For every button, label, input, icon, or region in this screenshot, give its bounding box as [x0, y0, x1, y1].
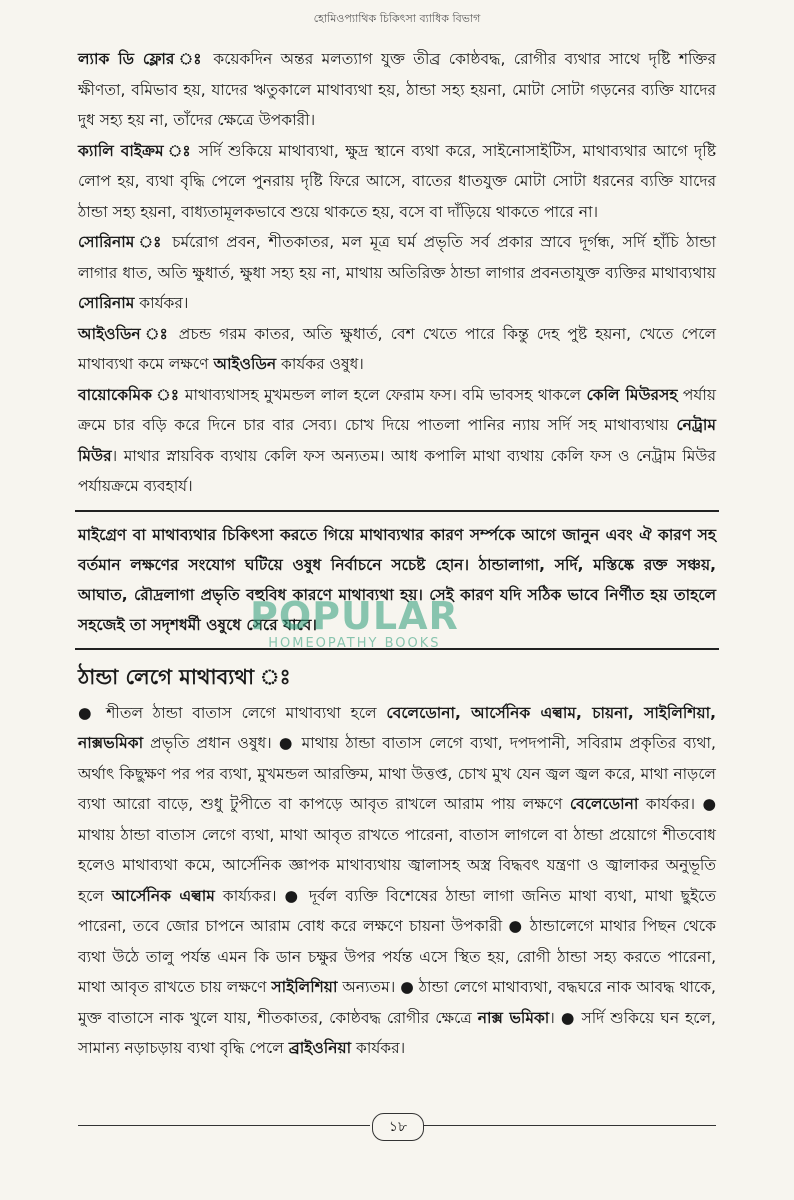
section-text: ঠান্ডালেগে মাথার পিছন থেকে ব্যথা উঠে তালু পর্যন্ত এমন কি ডান চক্ষুর উপর পর্যন্ত এসে স্থিত হয়, রোগী ঠান্ডা সহ্য করতে পারেনা, মাথা আবৃত রাখতে চায় লক্ষণে	[78, 917, 716, 996]
bullet-icon: ●	[508, 917, 524, 935]
remedy-text: প্রচন্ড গরম কাতর, অতি ক্ষুধার্ত, বেশ খেতে পারে কিন্তু দেহ পুষ্ট হয়না, খেতে পেলে মাথাব্যথা কমে লক্ষণে	[78, 324, 716, 373]
remedy-text: । মাথার স্নায়বিক ব্যথায় কেলি ফস অন্যতম। আধ কপালি মাথা ব্যথায় কেলি ফস ও নেট্রাম মিউর পর্যায়ক্রমে ব্যবহার্য।	[78, 446, 716, 495]
remedy-highlight: সাইলিশিয়া	[271, 978, 338, 996]
remedy-highlight: সোরিনাম	[78, 294, 135, 312]
watermark-title: POPULAR	[250, 594, 459, 638]
bullet-icon: ●	[400, 978, 414, 996]
remedy-highlight: বেলেডোনা, আর্সেনিক এল্বাম, চায়না, সাইলিশিয়া, নাক্সভমিকা	[78, 703, 716, 752]
section-text: প্রভৃতি প্রধান ওষুধ।	[143, 734, 279, 752]
biochemic-paragraph	[78, 380, 716, 502]
remedy-text: কার্যকর।	[134, 294, 189, 312]
remedy-text: পর্যায় ক্রমে চার বড়ি করে দিনে চার বার সেব্য। চোখ দিয়ে পাতলা পানির ন্যায় সর্দি সহ মাথাব্যথায়	[78, 385, 716, 434]
section-text: মাথায় ঠান্ডা বাতাস লেগে ব্যথা, মাথা আবৃত রাখতে পারেনা, বাতাস লাগলে বা ঠান্ডা প্রয়োগে শীতবোধ হলেও মাথাব্যথা কমে, আর্সেনিক জ্ঞাপক মাথাব্যথায় জ্বালাসহ অস্ত্র বিদ্ধবৎ যন্ত্রণা ও জ্বালাকর অনুভূতি হলে	[78, 825, 716, 905]
running-head: হোমিওপ্যাথিক চিকিৎসা ব্যাধিক বিভাগ	[313, 12, 481, 25]
remedy-highlight: নাক্স ভমিকা	[477, 1008, 550, 1027]
footer-rule-left	[78, 1125, 370, 1126]
section-text: ঠান্ডা লেগে মাথাব্যথা, বদ্ধঘরে নাক আবদ্ধ থাকে, মুক্ত বাতাসে নাক খুলে যায়, শীতকাতর, কোষ্ঠবদ্ধ রোগীর ক্ষেত্রে	[78, 978, 716, 1027]
remedy-text: সর্দি শুকিয়ে মাথাব্যথা, ক্ষুদ্র স্থানে ব্যথা করে, সাইনোসাইটিস, মাথাব্যথার আগে দৃষ্টি লোপ হয়, ব্যথা বৃদ্ধি পেলে পুনরায় দৃষ্টি ফিরে আসে, বাতের ধাতযুক্ত মোটা সোটা ধরনের ব্যক্তি যাদের ঠান্ডা সহ্য হয়না, বাধ্যতামূলকভাবে শুয়ে থাকতে হয়, বসে বা দাঁড়িয়ে থাকতে পারে না।	[78, 141, 716, 221]
remedy-highlight: কেলি মিউরসহ	[586, 385, 678, 404]
watermark-subtitle: HOMEOPATHY BOOKS	[268, 636, 441, 651]
section-paragraph	[78, 698, 716, 1064]
remedy-text: কয়েকদিন অন্তর মলত্যাগ যুক্ত তীব্র কোষ্ঠবদ্ধ, রোগীর ব্যথার সাথে দৃষ্টি শক্তির ক্ষীণতা, বমিভাব হয়, যাদের ঋতুকালে মাথাব্যথা হয়, ঠান্ডা সহ্য হয়না, মোটা সোটা গড়নের ব্যক্তি যাদের দুধ সহ্য হয় না, তাঁদের ক্ষেত্রে উপকারী।	[78, 50, 717, 129]
remedy-paragraph	[78, 227, 716, 319]
remedy-text: চর্মরোগ প্রবন, শীতকাতর, মল মূত্র ঘর্ম প্রভৃতি সর্ব প্রকার স্রাবে দূর্গন্ধ, সর্দি হাঁচি ঠান্ডা লাগার ধাত, অতি ক্ষুধার্ত, ক্ষুধা সহ্য হয় না, মাথায় অতিরিক্ত ঠান্ডা লাগার প্রবনতাযুক্ত ব্যক্তির মাথাব্যথায়	[78, 233, 717, 282]
remedy-highlight: আইওডিন	[213, 355, 277, 373]
footer-rule-right	[424, 1125, 716, 1126]
remedy-highlight: আর্সেনিক এল্বাম	[111, 886, 215, 905]
remedy-name: আইওডিন ঃ	[78, 324, 171, 343]
section-text: কার্যকর।	[638, 795, 703, 813]
remedy-paragraph	[78, 136, 716, 228]
bullet-icon: ●	[702, 795, 716, 813]
remedy-text: মাথাব্যথাসহ মুখমন্ডল লাল হলে ফেরাম ফস। বমি ভাবসহ থাকলে	[179, 385, 587, 404]
section-text: কার্য্যকর।	[214, 886, 285, 905]
bullet-icon: ●	[284, 886, 302, 905]
remedy-highlight: ব্রাইওনিয়া	[288, 1039, 352, 1057]
remedy-text: কার্যকর ওষুধ।	[276, 355, 364, 373]
divider	[75, 510, 719, 512]
remedy-name: সোরিনাম ঃ	[78, 233, 165, 251]
section-text: ।	[549, 1008, 561, 1027]
bullet-icon: ●	[560, 1008, 576, 1027]
bullet-icon: ●	[278, 734, 295, 752]
remedy-name: ক্যালি বাইক্রম ঃ	[78, 141, 193, 160]
section-text: শীতল ঠান্ডা বাতাস লেগে মাথাব্যথা হলে	[106, 703, 387, 722]
section-heading: ঠান্ডা লেগে মাথাব্যথা ঃ	[78, 664, 291, 689]
remedy-highlight: নেট্রাম মিউর	[78, 416, 716, 465]
section-text: মাথায় ঠান্ডা বাতাস লেগে ব্যথা, দপদপানী, সবিরাম প্রকৃতির ব্যথা, অর্থাৎ কিছুক্ষণ পর পর ব্যথা, মুখমন্ডল আরক্তিম, মাথা উত্তপ্ত, চোখ মুখ যেন জ্বল জ্বল করে, মাথা নাড়লে ব্যথা আরো বাড়ে, শুধু টুপীতে বা কাপড়ে আবৃত রাখলে আরাম পায় লক্ষণে	[78, 734, 716, 813]
remedy-name: বায়োকেমিক ঃ	[78, 385, 180, 404]
section-text: দূর্বল ব্যক্তি বিশেষের ঠান্ডা লাগা জনিত মাথা ব্যথা, মাথা ছুইতে পারেনা, তবে জোর চাপনে আরাম বোধ করে লক্ষণে চায়না উপকারী	[78, 886, 716, 935]
remedy-paragraph	[78, 319, 716, 380]
section-text: সর্দি শুকিয়ে ঘন হলে, সামান্য নড়াচড়ায় ব্যথা বৃদ্ধি পেলে	[78, 1008, 716, 1057]
section-text: কার্যকর।	[351, 1039, 406, 1057]
remedy-name: ল্যাক ডি ফ্লোর ঃ	[78, 50, 205, 68]
bullet-icon: ●	[78, 703, 97, 722]
page-number: ১৮	[372, 1113, 424, 1141]
page-content	[78, 44, 716, 1064]
remedy-paragraph	[78, 44, 716, 136]
remedy-highlight: বেলেডোনা	[569, 795, 639, 813]
note-paragraph: মাইগ্রেণ বা মাথাব্যথার চিকিৎসা করতে গিয়ে মাথাব্যথার কারণ সর্ম্পকে আগে জানুন এবং ঐ কারণ সহ বর্তমান লক্ষণের সংযোগ ঘটিয়ে ওষুধ নির্বাচনে সচেষ্ট হোন। ঠান্ডালাগা, সর্দি, মস্তিষ্কে রক্ত সঞ্চয়, আঘাত, রৌদ্রলাগা প্রভৃতি বহুবিধ কারণে মাথাব্যথা হয়। সেই কারণ যদি সঠিক ভাবে নির্ণীত হয় তাহলে সহজেই তা সদৃশধর্মী ওষুধে সেরে যাবে।	[78, 525, 716, 634]
section-text: অন্যতম।	[337, 978, 401, 996]
divider	[75, 648, 719, 650]
